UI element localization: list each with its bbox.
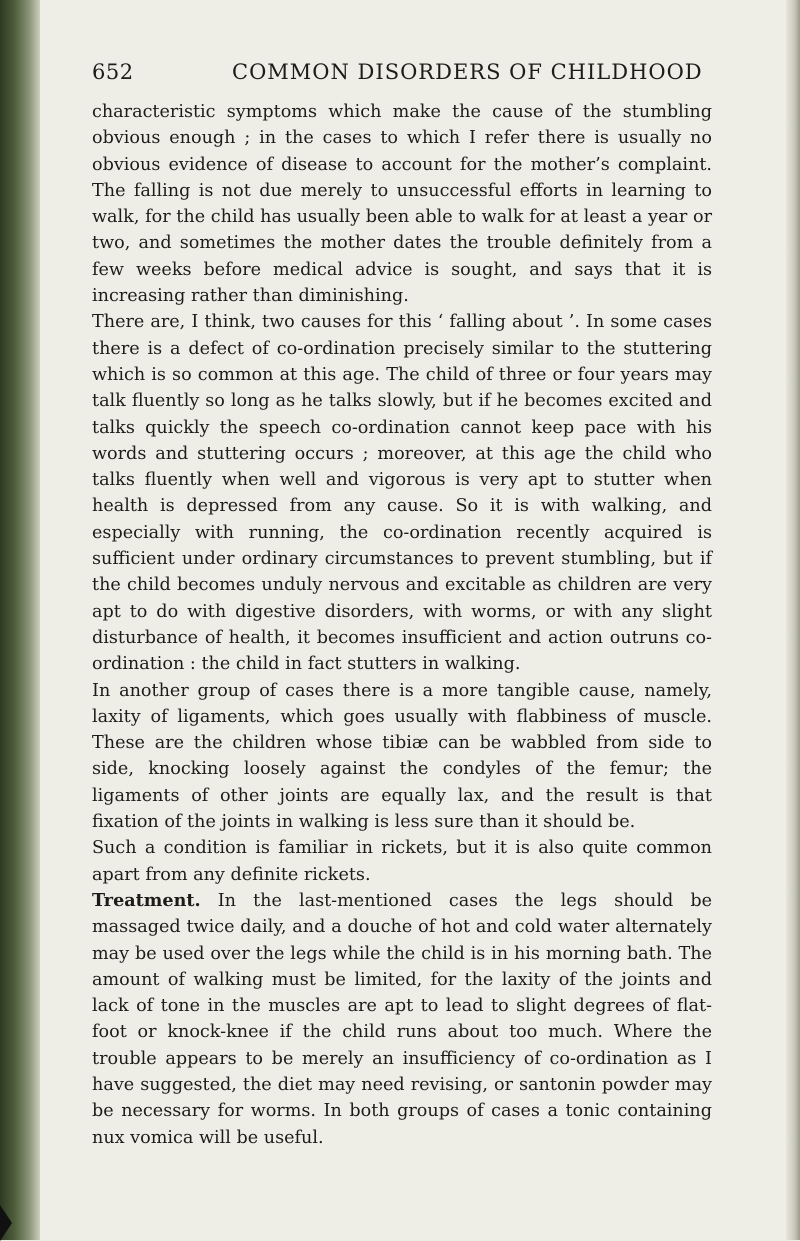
page-right-edge (786, 0, 800, 1240)
body-text (92, 99, 712, 1151)
page-header (92, 60, 712, 94)
paragraph-1: characteristic symptoms which make the cause of the stumbling obvious enough ; in the cases to which I refer there is usually no obvious evidence of disease to account for the mother’s complaint. The falling is not due merely to unsuccessful efforts in learning to walk, for the child has usually been able to walk for at least a year or two, and sometimes the mother dates the trouble definitely from a few weeks before medical advice is sought, and says that it is increasing rather than diminishing. (92, 102, 712, 307)
page-number: 652 (92, 60, 134, 84)
paragraph-2: There are, I think, two causes for this ‘ falling about ’. In some cases there is a defect of co-ordination precisely similar to the stuttering which is so common at this age. The child of three or four years may talk fluently so long as he talks slowly, but if he becomes excited and talks quickly the speech co-ordination cannot keep pace with his words and stuttering occurs ; moreover, at this age the child who talks fluently when well and vigorous is very apt to stutter when health is depressed from any cause. So it is with walking, and especially with running, the co-ordination recently acquired is sufficient under ordinary circumstances to prevent stumbling, but if the child becomes unduly nervous and excitable as children are very apt to do with digestive disorders, with worms, or with any slight disturbance of health, it becomes insufficient and action outruns co-ordination : the child in fact stutters in walking. (92, 312, 712, 675)
paragraph-4: Such a condition is familiar in rickets, but it is also quite common apart from any definite rickets. (92, 838, 712, 885)
running-head: COMMON DISORDERS OF CHILDHOOD (232, 60, 703, 84)
paragraph-3: In another group of cases there is a more tangible cause, namely, laxity of ligaments, which goes usually with flabbiness of muscle. These are the children whose tibiæ can be wabbled from side to side, knocking loosely against the condyles of the femur; the ligaments of other joints are equally lax, and the result is that fixation of the joints in walking is less sure than it should be. (92, 680, 712, 833)
treatment-text: In the last-mentioned cases the legs should be massaged twice daily, and a douche of hot and cold water alternately may be used over the legs while the child is in his morning bath. The amount of walking must be limited, for the laxity of the joints and lack of tone in the muscles are apt to lead to slight degrees of flat-foot or knock-knee if the child runs about too much. Where the trouble appears to be merely an insufficiency of co-ordination as I have suggested, the diet may need revising, or santonin powder may be necessary for worms. In both groups of cases a tonic containing nux vomica will be useful. (92, 890, 712, 1148)
paragraph-5 (92, 888, 712, 1151)
page-corner-marker (0, 1205, 12, 1241)
book-gutter-shadow (0, 0, 42, 1240)
treatment-heading: Treatment. (92, 889, 201, 911)
